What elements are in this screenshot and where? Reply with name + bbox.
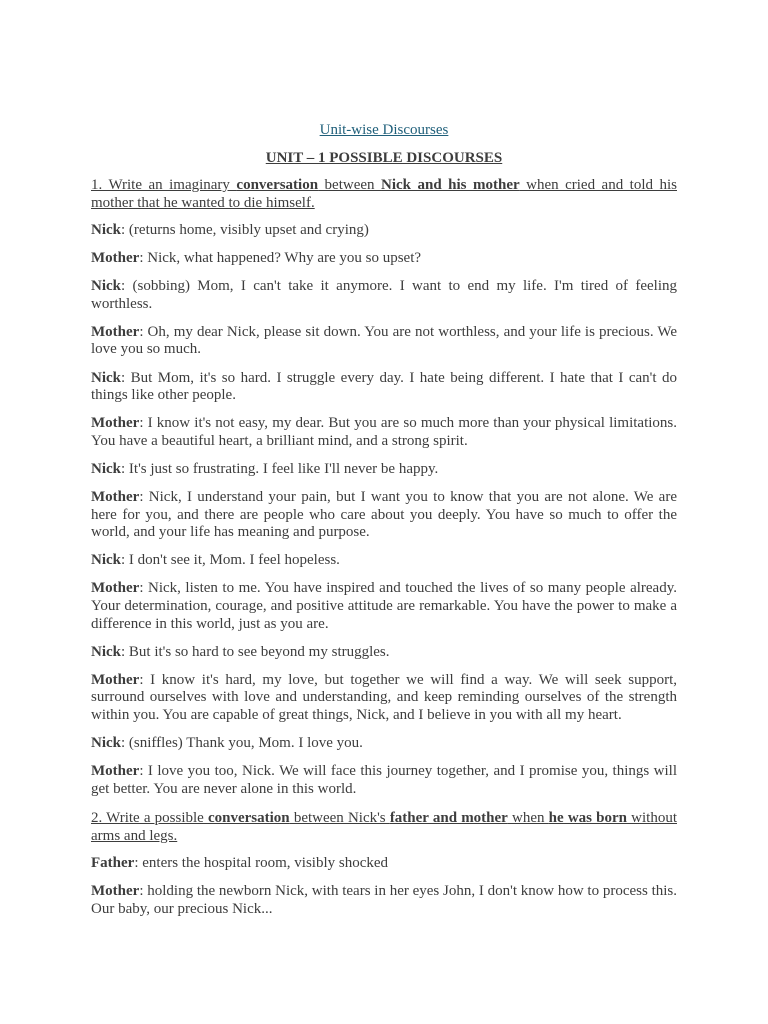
dialogue-text: : (sobbing) Mom, I can't take it anymore. I want to end my life. I'm tired of feeling worthless. [91, 278, 677, 312]
dialogue-line [91, 324, 677, 359]
speaker-name: Mother [91, 323, 140, 340]
speaker-name: Mother [91, 580, 140, 597]
dialogue-line [91, 489, 677, 542]
speaker-name: Mother [91, 489, 140, 506]
dialogue-line [91, 278, 677, 313]
speaker-name: Nick [91, 552, 121, 569]
dialogue-line [91, 370, 677, 405]
dialogue-line [91, 672, 677, 725]
dialogue-text: : Nick, what happened? Why are you so upset? [139, 250, 422, 267]
dialogue-line [91, 222, 677, 240]
unit-wise-discourses-link[interactable]: Unit-wise Discourses [319, 122, 449, 138]
speaker-name: Nick [91, 222, 121, 238]
speaker-name: Mother [91, 671, 140, 688]
question-2-text: between Nick's [289, 809, 390, 826]
dialogue-text: : holding the newborn Nick, with tears in her eyes John, I don't know how to process this. Our baby, our precious Nick... [91, 882, 677, 917]
dialogue-text: : (sniffles) Thank you, Mom. I love you. [121, 735, 363, 752]
speaker-name: Nick [91, 278, 121, 295]
dialogue-text: : Nick, listen to me. You have inspired and touched the lives of so many people already. Your determination, courage, and positive attitude are remarkable. You have the power to make a difference in this world, just as you are. [91, 580, 677, 632]
speaker-name: Nick [91, 735, 121, 752]
speaker-name: Nick [91, 369, 121, 386]
dialogue-text: : I know it's not easy, my dear. But you are so much more than your physical limitations. You have a beautiful heart, a brilliant mind, and a strong spirit. [91, 415, 677, 449]
dialogue-text: : I know it's hard, my love, but together we will find a way. We will seek support, surround ourselves with love and understanding, and keep reminding ourselves of the strength within you. You are capable of great things, Nick, and I believe in you with all my heart. [91, 671, 677, 723]
dialogue-line [91, 644, 677, 662]
dialogue-text: : I don't see it, Mom. I feel hopeless. [121, 552, 340, 569]
question-2-bold: he was born [548, 809, 627, 826]
question-1-bold: conversation [236, 177, 319, 193]
dialogue-line [91, 883, 677, 918]
dialogue-line [91, 552, 677, 570]
dialogue-text: : enters the hospital room, visibly shocked [134, 854, 389, 871]
speaker-name: Mother [91, 415, 140, 432]
dialogue-text: : (returns home, visibly upset and crying) [121, 222, 369, 238]
speaker-name: Mother [91, 882, 140, 899]
dialogue-text: : Oh, my dear Nick, please sit down. You are not worthless, and your life is precious. We love you so much. [91, 323, 677, 358]
speaker-name: Mother [91, 250, 140, 267]
dialogue-line [91, 735, 677, 753]
speaker-name: Father [91, 854, 135, 871]
question-2-bold: father and mother [389, 809, 508, 826]
dialogue-line [91, 763, 677, 798]
dialogue-line [91, 461, 677, 479]
document-content [91, 120, 677, 929]
dialogue-text: : It's just so frustrating. I feel like I'll never be happy. [121, 460, 439, 477]
question-1-text: 1. Write an imaginary [91, 177, 237, 193]
question-1 [91, 176, 677, 212]
dialogue-text: : But it's so hard to see beyond my struggles. [121, 643, 390, 660]
dialogue-text: : I love you too, Nick. We will face this journey together, and I promise you, things will get better. You are never alone in this world. [91, 763, 677, 797]
speaker-name: Mother [91, 763, 140, 780]
unit-heading: UNIT – 1 POSSIBLE DISCOURSES [265, 150, 503, 166]
dialogue-line [91, 250, 677, 268]
dialogue-text: : Nick, I understand your pain, but I want you to know that you are not alone. We are here for you, and there are people who care about you deeply. You have so much to offer the world, and your life has meaning and purpose. [91, 489, 677, 541]
question-2-text: without arms and legs. [91, 809, 677, 844]
question-2-text: when [507, 809, 549, 826]
question-2-bold: conversation [207, 809, 290, 826]
speaker-name: Nick [91, 460, 121, 477]
dialogue-text: : But Mom, it's so hard. I struggle every day. I hate being different. I hate that I can't do things like other people. [91, 369, 677, 404]
question-1-text: between [318, 177, 382, 193]
dialogue-line [91, 855, 677, 873]
dialogue-line [91, 415, 677, 450]
question-2 [91, 809, 677, 845]
dialogue-line [91, 580, 677, 633]
question-2-text: 2. Write a possible [91, 809, 208, 826]
question-1-bold: Nick and his mother [381, 177, 520, 193]
speaker-name: Nick [91, 643, 121, 660]
question-1-text: when cried and told his mother that he wanted to die himself. [91, 177, 677, 211]
